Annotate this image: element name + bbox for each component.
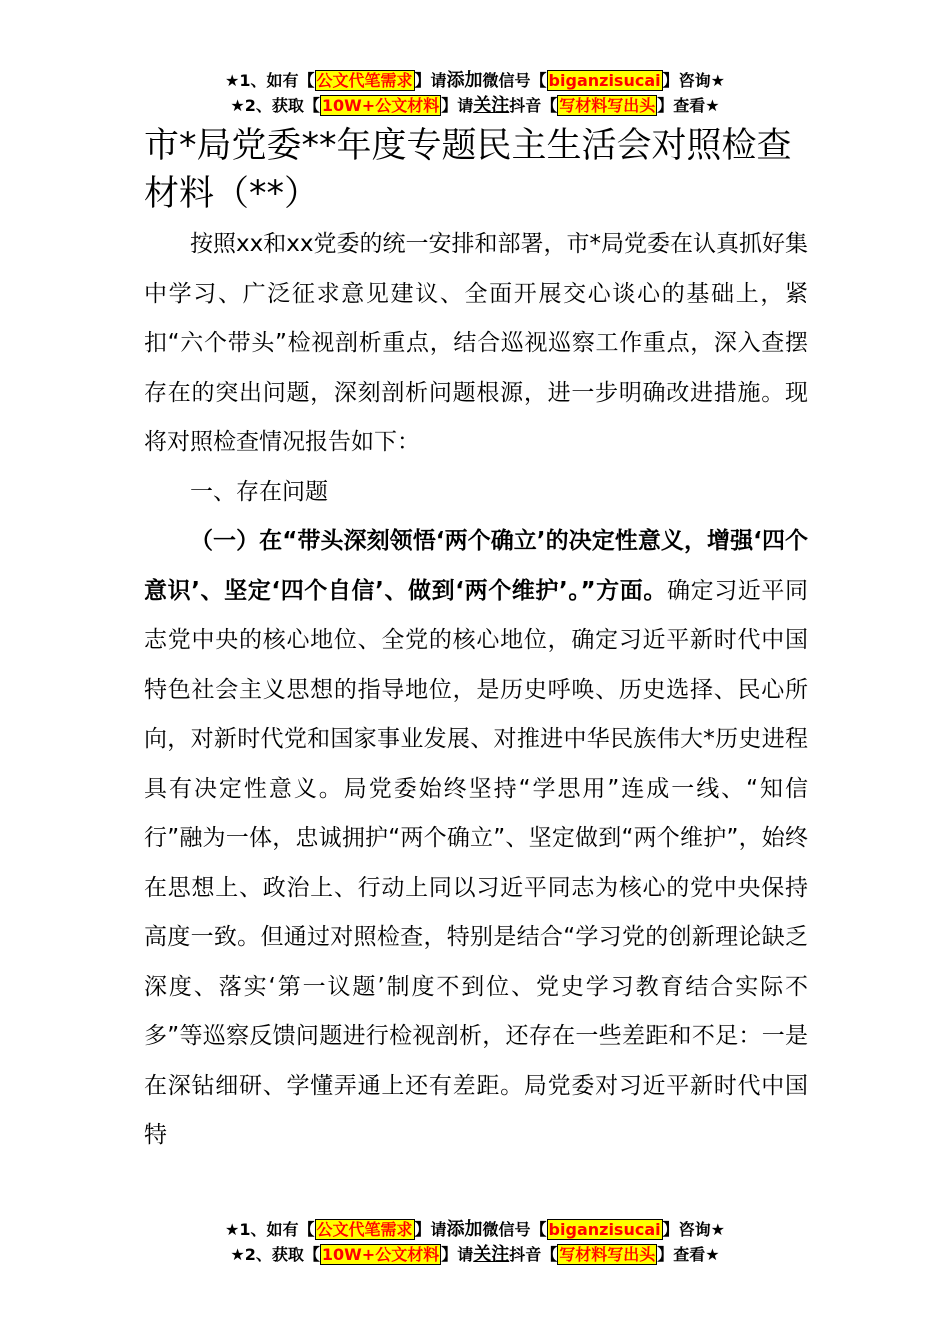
highlight-ghostwriting: 公文代笔需求 — [316, 71, 413, 90]
star-icon: ★ — [705, 1245, 720, 1264]
highlight-ghostwriting: 公文代笔需求 — [316, 1220, 413, 1239]
header-banner — [0, 68, 950, 118]
banner-line-1: ★1、如有【 公文代笔需求 】请添加微信号【 biganzisucai 】咨询★ — [225, 1219, 725, 1240]
footer-banner — [0, 1217, 950, 1267]
intro-paragraph: 按照xx和xx党委的统一安排和部署，市*局党委在认真抓好集中学习、广泛征求意见建议、全面开展交心谈心的基础上，紧扣“六个带头”检视剖析重点，结合巡视巡察工作重点，深入查摆存在的突出问题，深刻剖析问题根源，进一步明确改进措施。现将对照检查情况报告如下： — [144, 231, 808, 455]
star-icon: ★ — [230, 96, 245, 115]
star-icon: ★ — [225, 71, 240, 90]
document-title: 市*局党委**年度专题民主生活会对照检查材料（**） — [144, 126, 792, 214]
star-icon: ★ — [710, 71, 725, 90]
section-heading: 一、存在问题 — [190, 478, 328, 505]
subsection-body: 确定习近平同志党中央的核心地位、全党的核心地位，确定习近平新时代中国特色社会主义思想的指导地位，是历史呼唤、历史选择、民心所向，对新时代党和国家事业发展、对推进中华民族伟大*历史进程具有决定性意义。局党委始终坚持“学思用”连成一线、“知信行”融为一体，忠诚拥护“两个确立”、坚定做到“两个维护”，始终在思想上、政治上、行动上同以习近平同志为核心的党中央保持高度一致。但通过对照检查，特别是结合“学习党的创新理论缺乏深度、落实‘第一议题’制度不到位、党史学习教育结合实际不多”等巡察反馈问题进行检视剖析，还存在一些差距和不足：一是在深钻细研、学懂弄通上还有差距。局党委对习近平新时代中国特 — [144, 577, 808, 1148]
star-icon: ★ — [230, 1245, 245, 1264]
subsection-heading: （一）在“带头深刻领悟‘两个确立’的决定性意义，增强‘四个意识’、坚定‘四个自信’、做到‘两个维护’。”方面。 — [144, 528, 808, 604]
highlight-wechat-id: biganzisucai — [548, 71, 661, 90]
banner-line-1: ★1、如有【 公文代笔需求 】请添加微信号【 biganzisucai 】咨询★ — [225, 70, 725, 91]
banner-line-2: ★2、获取【 10W+公文材料 】请关注抖音【 写材料写出头 】查看★ — [230, 1244, 720, 1265]
highlight-materials: 10W+公文材料 — [321, 1245, 440, 1264]
highlight-materials: 10W+公文材料 — [321, 96, 440, 115]
highlight-wechat-id: biganzisucai — [548, 1220, 661, 1239]
highlight-douyin: 写材料写出头 — [559, 1245, 656, 1264]
highlight-douyin: 写材料写出头 — [559, 96, 656, 115]
star-icon: ★ — [705, 96, 720, 115]
banner-line-2: ★2、获取【 10W+公文材料 】请关注抖音【 写材料写出头 】查看★ — [230, 95, 720, 116]
subsection-paragraph — [144, 517, 808, 1161]
document-body — [144, 220, 808, 1161]
star-icon: ★ — [225, 1220, 240, 1239]
star-icon: ★ — [710, 1220, 725, 1239]
